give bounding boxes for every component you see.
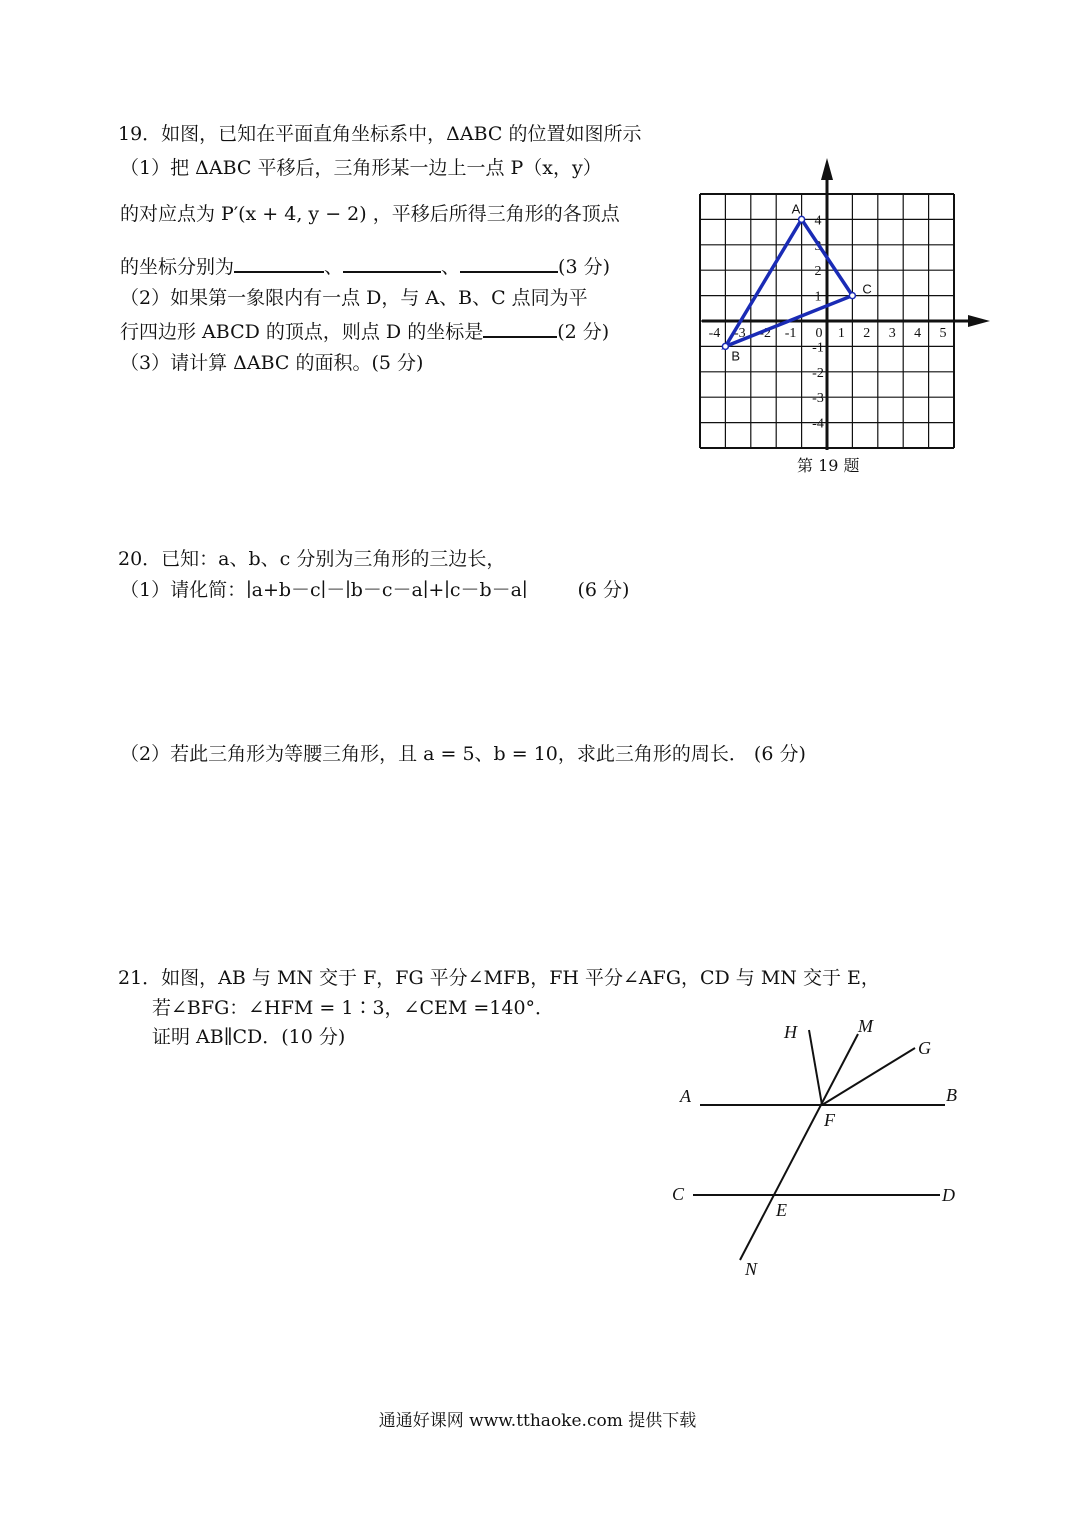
y-tick-label: 1 [814,289,822,305]
q19-title: 19．如图，已知在平面直角坐标系中，ΔABC 的位置如图所示 [118,123,642,145]
coordinate-grid-figure [690,150,1000,450]
figure-19-caption: 第 19 题 [797,456,860,475]
score: (3 分) [558,256,611,278]
q19-part1-line3 [120,253,610,279]
y-tick-label: 4 [814,213,822,229]
score: (2 分) [557,321,610,343]
score: (6 分) [577,579,630,601]
q19-part1-line1: （1）把 ΔABC 平移后，三角形某一边上一点 P（x，y） [120,157,602,179]
label-a: A [680,1086,691,1106]
footer: 通通好课网 www.tthaoke.com 提供下载 [378,1411,697,1431]
y-tick-label: -4 [812,416,824,432]
q20-part2: （2）若此三角形为等腰三角形，且 a = 5、b = 10，求此三角形的周长． (6 分) [120,743,806,765]
y-tick-label: 3 [814,238,822,254]
x-tick-label: 4 [914,326,922,341]
answer-blank-2[interactable] [343,253,441,273]
vertex-c [849,293,855,299]
q19-part2-line2 [120,318,609,344]
x-tick-label: 0 [815,326,823,341]
x-tick-label: -4 [708,326,721,341]
answer-blank-1[interactable] [234,253,324,273]
q19-part1-line2: 的对应点为 P′(x + 4, y − 2) ，平移后所得三角形的各顶点 [120,203,620,225]
label-h: H [784,1022,797,1042]
label-f: F [824,1110,835,1130]
y-axis-arrow-icon [821,158,833,180]
answer-blank-4[interactable] [483,318,557,338]
parallel-lines-figure [660,1010,980,1285]
separator: 、 [324,256,344,278]
vertex-label-a: A [791,201,801,217]
q21-line2: 若∠BFG：∠HFM = 1∶3，∠CEM =140°． [152,997,555,1019]
axes [702,158,990,450]
y-tick-label: -2 [812,365,824,381]
y-tick-label: -3 [812,391,824,407]
q20-part1-text: （1）请化简：∣a+b－c∣－∣b－c－a∣+∣c－b－a∣ [120,579,528,601]
vertex-label-b: B [731,348,741,364]
q20-part1 [120,578,629,602]
label-d: D [942,1185,955,1205]
x-tick-label: -1 [784,326,797,341]
q21-title: 21．如图，AB 与 MN 交于 F，FG 平分∠MFB，FH 平分∠AFG，CD 与 MN 交于 E， [118,967,880,989]
answer-blank-3[interactable] [460,253,558,273]
x-tick-label: 1 [837,326,845,341]
q19-part3: （3）请计算 ΔABC 的面积。(5 分) [120,352,424,374]
x-axis-arrow-icon [968,315,990,327]
q20-title: 20．已知：a、b、c 分别为三角形的三边长， [118,548,506,570]
label-n: N [745,1259,758,1279]
label-m: M [858,1016,873,1036]
x-tick-label: -2 [759,326,772,341]
vertex-a [799,216,805,222]
y-tick-label: 2 [814,264,822,280]
y-tick-label: -1 [812,340,824,356]
x-tick-label: 2 [863,326,871,341]
ray-fh [809,1030,822,1105]
q21-line3: 证明 AB∥CD．(10 分) [152,1026,346,1048]
label-b: B [946,1085,957,1105]
q19-part2-line1: （2）如果第一象限内有一点 D，与 A、B、C 点同为平 [120,287,588,309]
label-e: E [776,1200,787,1220]
label-g: G [918,1038,931,1058]
x-tick-label: -3 [733,326,746,341]
line-mn [740,1034,858,1260]
x-tick-label: 5 [939,326,947,341]
triangle-abc [722,201,871,363]
vertex-label-c: C [862,281,872,297]
x-tick-label: 3 [888,326,896,341]
q19-part1-prefix: 的坐标分别为 [120,256,235,278]
separator: 、 [441,256,461,278]
vertex-b [722,343,728,349]
label-c: C [672,1184,685,1204]
q19-part2-prefix: 行四边形 ABCD 的顶点，则点 D 的坐标是 [120,321,484,343]
